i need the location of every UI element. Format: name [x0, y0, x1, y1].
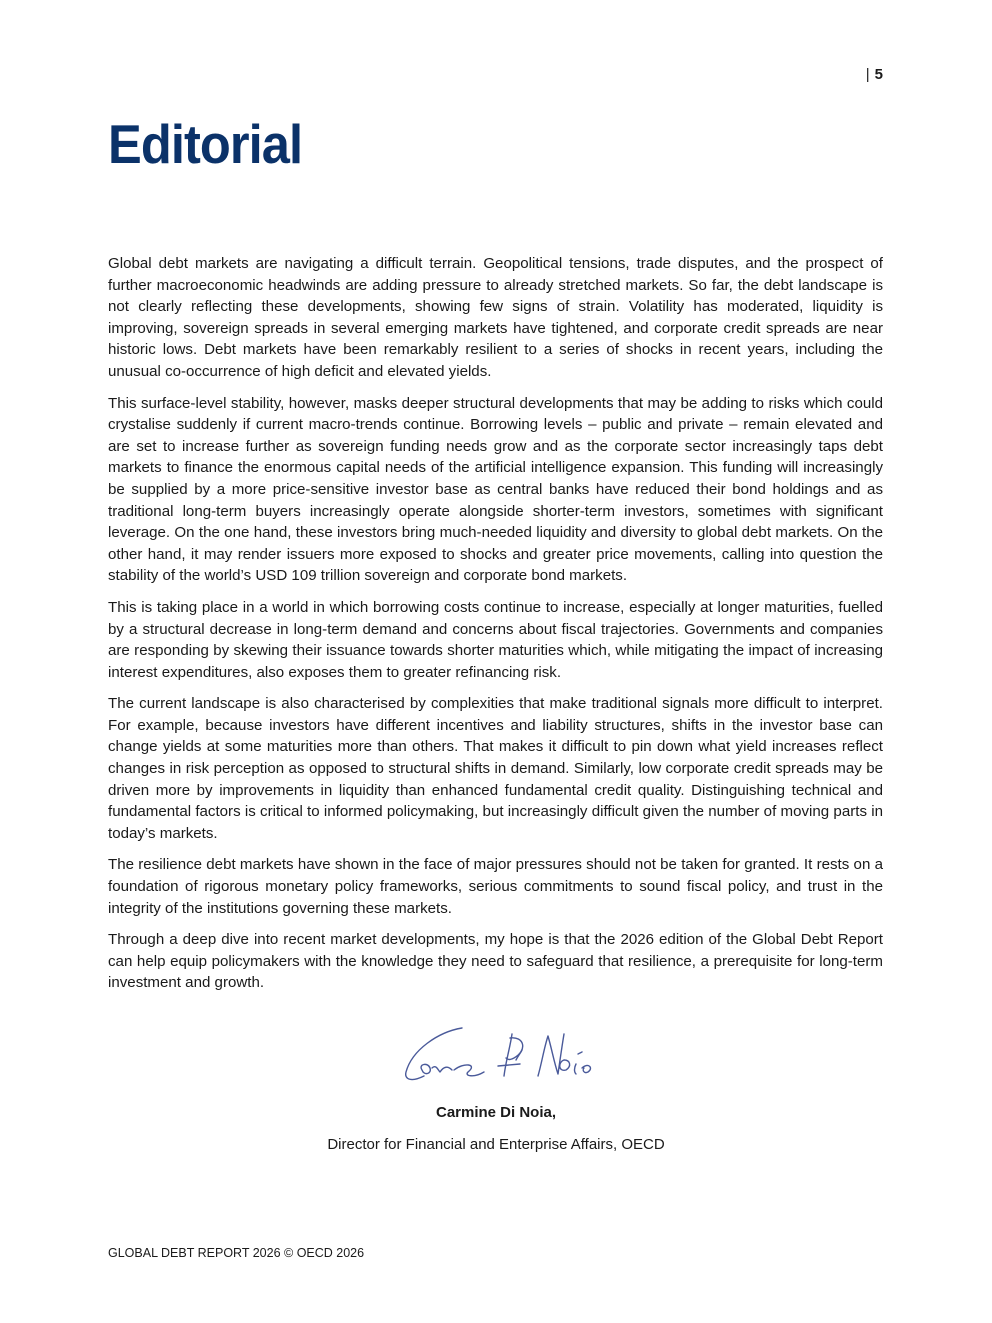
paragraph-2: This surface-level stability, however, masks deeper structural developments that may be adding to risks which could crystalise suddenly if current macro-trends continue. Borrowing levels – public and private – remain elevated and are set to increase further as sovereign funding needs grow and as the corporate sector increasingly taps debt markets to finance the enormous capital needs of the artificial intelligence expansion. This funding will increasingly be supplied by a more price-sensitive investor base as central banks have reduced their bond holdings and as traditional long-term buyers increasingly operate alongside shorter-term investors, sometimes with significant leverage. On the one hand, these investors bring much-needed liquidity and diversity to global debt markets. On the other hand, it may render issuers more exposed to shocks and greater price movements, calling into question the stability of the world’s USD 109 trillion sovereign and corporate bond markets. [108, 394, 883, 585]
editorial-body [108, 253, 883, 1004]
paragraph-6: Through a deep dive into recent market developments, my hope is that the 2026 edition of the Global Debt Report can help equip policymakers with the knowledge they need to safeguard that resilience, a prerequisite for long-term investment and growth. [108, 931, 883, 992]
paragraph-1: Global debt markets are navigating a difficult terrain. Geopolitical tensions, trade disputes, and the prospect of further macroeconomic headwinds are adding pressure to already stretched markets. So far, the debt landscape is not clearly reflecting these developments, showing few signs of strain. Volatility has moderated, liquidity is improving, sovereign spreads in several emerging markets have tightened, and corporate credit spreads are near historic lows. Debt markets have been remarkably resilient to a series of shocks in recent years, including the unusual co-occurrence of high deficit and elevated yields. [108, 255, 883, 380]
paragraph-3: This is taking place in a world in which borrowing costs continue to increase, especially at longer maturities, fuelled by a structural decrease in long-term demand and concerns about fiscal trajectories. Governments and companies are responding by skewing their issuance towards shorter maturities which, while mitigating the impact of increasing interest expenditures, also exposes them to greater refinancing risk. [108, 598, 883, 681]
page-number-separator: | [865, 66, 870, 83]
page-footer: GLOBAL DEBT REPORT 2026 © OECD 2026 [108, 1246, 365, 1260]
signer-name: Carmine Di Noia, [435, 1104, 557, 1121]
paragraph-4: The current landscape is also characterised by complexities that make traditional signals more difficult to interpret. For example, because investors have different incentives and liability structures, shifts in the investor base can change yields at some maturities more than others. That makes it difficult to pin down what yield increases reflect changes in risk perception as opposed to structural shifts in demand. Similarly, low corporate credit spreads may be driven more by improvements in liquidity than enhanced fundamental credit quality. Distinguishing technical and fundamental factors is critical to informed policymaking, but increasingly difficult given the number of moving parts in today’s markets. [108, 695, 883, 842]
page-number-value: 5 [874, 66, 883, 83]
handwritten-signature [398, 1020, 598, 1088]
page-number [866, 66, 883, 83]
paragraph-5: The resilience debt markets have shown in the face of major pressures should not be taken for granted. It rests on a foundation of rigorous monetary policy frameworks, serious commitments to sound fiscal policy, and trust in the integrity of the institutions governing these markets. [108, 856, 883, 917]
signer-role: Director for Financial and Enterprise Affairs, OECD [327, 1136, 665, 1153]
page-title: Editorial [108, 113, 303, 175]
